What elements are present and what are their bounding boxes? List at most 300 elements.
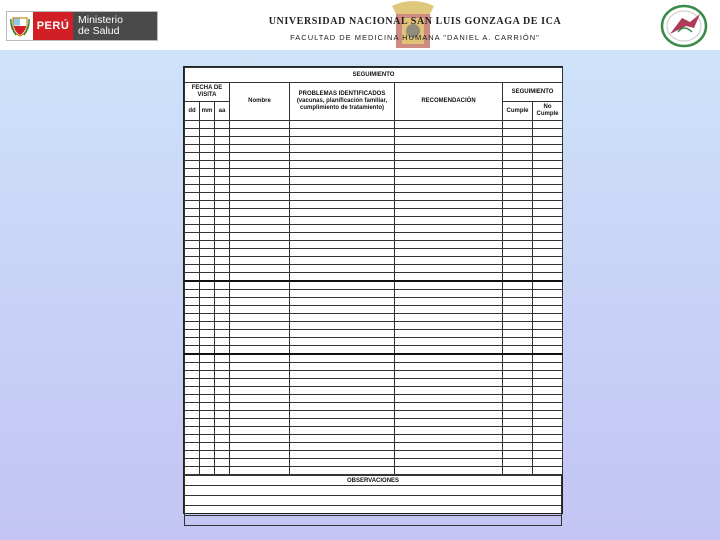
- table-cell[interactable]: [185, 411, 200, 419]
- table-cell[interactable]: [215, 371, 230, 379]
- table-cell[interactable]: [200, 459, 215, 467]
- table-cell[interactable]: [185, 379, 200, 387]
- table-cell[interactable]: [200, 193, 215, 201]
- table-cell[interactable]: [200, 427, 215, 435]
- table-cell[interactable]: [230, 121, 290, 129]
- table-cell[interactable]: [230, 241, 290, 249]
- table-cell[interactable]: [290, 233, 395, 241]
- table-cell[interactable]: [503, 193, 533, 201]
- table-cell[interactable]: [230, 451, 290, 459]
- table-cell[interactable]: [230, 387, 290, 395]
- table-cell[interactable]: [503, 443, 533, 451]
- table-cell[interactable]: [230, 411, 290, 419]
- table-cell[interactable]: [200, 467, 215, 475]
- table-cell[interactable]: [230, 153, 290, 161]
- table-cell[interactable]: [215, 306, 230, 314]
- table-cell[interactable]: [230, 265, 290, 273]
- table-cell[interactable]: [395, 298, 503, 306]
- table-cell[interactable]: [395, 314, 503, 322]
- table-cell[interactable]: [215, 233, 230, 241]
- table-cell[interactable]: [533, 209, 563, 217]
- table-cell[interactable]: [395, 257, 503, 265]
- table-cell[interactable]: [395, 322, 503, 330]
- table-cell[interactable]: [215, 265, 230, 273]
- table-cell[interactable]: [230, 354, 290, 363]
- table-cell[interactable]: [395, 265, 503, 273]
- table-cell[interactable]: [533, 346, 563, 355]
- table-cell[interactable]: [230, 379, 290, 387]
- table-cell[interactable]: [503, 371, 533, 379]
- table-cell[interactable]: [533, 435, 563, 443]
- table-cell[interactable]: [533, 363, 563, 371]
- table-cell[interactable]: [200, 371, 215, 379]
- table-cell[interactable]: [230, 314, 290, 322]
- table-cell[interactable]: [185, 403, 200, 411]
- table-cell[interactable]: [215, 177, 230, 185]
- table-cell[interactable]: [185, 137, 200, 145]
- table-cell[interactable]: [290, 257, 395, 265]
- table-cell[interactable]: [230, 427, 290, 435]
- table-cell[interactable]: [503, 177, 533, 185]
- table-cell[interactable]: [395, 346, 503, 355]
- table-cell[interactable]: [533, 265, 563, 273]
- table-cell[interactable]: [230, 459, 290, 467]
- table-cell[interactable]: [185, 467, 200, 475]
- table-cell[interactable]: [200, 322, 215, 330]
- table-cell[interactable]: [503, 395, 533, 403]
- table-cell[interactable]: [533, 330, 563, 338]
- table-cell[interactable]: [503, 306, 533, 314]
- table-cell[interactable]: [290, 161, 395, 169]
- table-cell[interactable]: [185, 201, 200, 209]
- table-cell[interactable]: [290, 363, 395, 371]
- table-cell[interactable]: [290, 395, 395, 403]
- table-cell[interactable]: [185, 395, 200, 403]
- table-cell[interactable]: [533, 129, 563, 137]
- table-cell[interactable]: [215, 225, 230, 233]
- table-cell[interactable]: [395, 233, 503, 241]
- table-cell[interactable]: [200, 306, 215, 314]
- table-cell[interactable]: [230, 257, 290, 265]
- table-cell[interactable]: [200, 346, 215, 355]
- table-cell[interactable]: [533, 379, 563, 387]
- table-cell[interactable]: [200, 281, 215, 290]
- table-cell[interactable]: [290, 354, 395, 363]
- table-cell[interactable]: [200, 419, 215, 427]
- table-cell[interactable]: [200, 379, 215, 387]
- table-cell[interactable]: [200, 354, 215, 363]
- table-cell[interactable]: [503, 354, 533, 363]
- table-cell[interactable]: [395, 273, 503, 282]
- table-cell[interactable]: [200, 249, 215, 257]
- table-cell[interactable]: [200, 153, 215, 161]
- table-cell[interactable]: [185, 249, 200, 257]
- table-cell[interactable]: [185, 435, 200, 443]
- table-cell[interactable]: [215, 314, 230, 322]
- table-cell[interactable]: [503, 387, 533, 395]
- table-cell[interactable]: [503, 322, 533, 330]
- table-cell[interactable]: [533, 217, 563, 225]
- table-cell[interactable]: [215, 193, 230, 201]
- table-cell[interactable]: [230, 467, 290, 475]
- table-cell[interactable]: [290, 273, 395, 282]
- table-cell[interactable]: [290, 281, 395, 290]
- table-cell[interactable]: [215, 346, 230, 355]
- table-cell[interactable]: [200, 185, 215, 193]
- table-cell[interactable]: [533, 443, 563, 451]
- table-cell[interactable]: [395, 435, 503, 443]
- table-cell[interactable]: [215, 443, 230, 451]
- table-cell[interactable]: [395, 209, 503, 217]
- table-cell[interactable]: [290, 322, 395, 330]
- table-cell[interactable]: [503, 290, 533, 298]
- table-cell[interactable]: [215, 435, 230, 443]
- table-cell[interactable]: [185, 273, 200, 282]
- table-cell[interactable]: [290, 290, 395, 298]
- table-cell[interactable]: [533, 281, 563, 290]
- table-cell[interactable]: [290, 314, 395, 322]
- table-cell[interactable]: [200, 290, 215, 298]
- table-cell[interactable]: [533, 121, 563, 129]
- table-cell[interactable]: [503, 217, 533, 225]
- table-cell[interactable]: [290, 217, 395, 225]
- table-cell[interactable]: [395, 193, 503, 201]
- table-cell[interactable]: [200, 217, 215, 225]
- table-cell[interactable]: [395, 338, 503, 346]
- table-cell[interactable]: [200, 314, 215, 322]
- table-cell[interactable]: [215, 121, 230, 129]
- table-cell[interactable]: [230, 346, 290, 355]
- table-cell[interactable]: [230, 201, 290, 209]
- table-cell[interactable]: [185, 298, 200, 306]
- table-cell[interactable]: [290, 330, 395, 338]
- table-cell[interactable]: [215, 137, 230, 145]
- table-cell[interactable]: [395, 379, 503, 387]
- table-cell[interactable]: [533, 371, 563, 379]
- table-cell[interactable]: [185, 121, 200, 129]
- table-cell[interactable]: [200, 177, 215, 185]
- table-cell[interactable]: [215, 257, 230, 265]
- table-cell[interactable]: [395, 459, 503, 467]
- table-cell[interactable]: [290, 145, 395, 153]
- table-cell[interactable]: [185, 129, 200, 137]
- table-cell[interactable]: [503, 161, 533, 169]
- table-cell[interactable]: [230, 371, 290, 379]
- table-cell[interactable]: [185, 451, 200, 459]
- table-cell[interactable]: [215, 145, 230, 153]
- table-cell[interactable]: [230, 129, 290, 137]
- table-cell[interactable]: [533, 306, 563, 314]
- table-cell[interactable]: [290, 467, 395, 475]
- table-cell[interactable]: [290, 193, 395, 201]
- table-cell[interactable]: [290, 427, 395, 435]
- table-cell[interactable]: [230, 403, 290, 411]
- table-cell[interactable]: [185, 314, 200, 322]
- table-cell[interactable]: [503, 403, 533, 411]
- table-cell[interactable]: [185, 330, 200, 338]
- table-cell[interactable]: [200, 201, 215, 209]
- table-cell[interactable]: [200, 233, 215, 241]
- table-cell[interactable]: [395, 330, 503, 338]
- table-cell[interactable]: [215, 169, 230, 177]
- table-cell[interactable]: [533, 338, 563, 346]
- table-cell[interactable]: [533, 427, 563, 435]
- table-cell[interactable]: [290, 137, 395, 145]
- table-cell[interactable]: [185, 371, 200, 379]
- table-cell[interactable]: [200, 330, 215, 338]
- table-cell[interactable]: [215, 241, 230, 249]
- observaciones-line[interactable]: [185, 516, 562, 526]
- table-cell[interactable]: [395, 419, 503, 427]
- table-cell[interactable]: [215, 419, 230, 427]
- table-cell[interactable]: [230, 161, 290, 169]
- table-cell[interactable]: [290, 265, 395, 273]
- observaciones-line[interactable]: [185, 486, 562, 496]
- table-cell[interactable]: [533, 387, 563, 395]
- observaciones-line[interactable]: [185, 496, 562, 506]
- table-cell[interactable]: [200, 265, 215, 273]
- table-cell[interactable]: [185, 145, 200, 153]
- table-cell[interactable]: [503, 298, 533, 306]
- table-cell[interactable]: [215, 379, 230, 387]
- table-cell[interactable]: [395, 137, 503, 145]
- table-cell[interactable]: [533, 169, 563, 177]
- table-cell[interactable]: [185, 177, 200, 185]
- table-cell[interactable]: [503, 459, 533, 467]
- table-cell[interactable]: [200, 241, 215, 249]
- table-cell[interactable]: [533, 314, 563, 322]
- table-cell[interactable]: [290, 443, 395, 451]
- table-cell[interactable]: [215, 387, 230, 395]
- table-cell[interactable]: [533, 249, 563, 257]
- table-cell[interactable]: [290, 169, 395, 177]
- table-cell[interactable]: [533, 411, 563, 419]
- table-cell[interactable]: [185, 338, 200, 346]
- table-cell[interactable]: [185, 217, 200, 225]
- table-cell[interactable]: [185, 241, 200, 249]
- table-cell[interactable]: [185, 161, 200, 169]
- table-cell[interactable]: [200, 363, 215, 371]
- table-cell[interactable]: [503, 209, 533, 217]
- table-cell[interactable]: [215, 338, 230, 346]
- table-cell[interactable]: [215, 281, 230, 290]
- table-cell[interactable]: [200, 137, 215, 145]
- table-cell[interactable]: [395, 169, 503, 177]
- table-cell[interactable]: [185, 363, 200, 371]
- table-cell[interactable]: [215, 467, 230, 475]
- table-cell[interactable]: [215, 451, 230, 459]
- table-cell[interactable]: [503, 346, 533, 355]
- table-cell[interactable]: [533, 145, 563, 153]
- table-cell[interactable]: [533, 137, 563, 145]
- table-cell[interactable]: [290, 225, 395, 233]
- table-cell[interactable]: [290, 419, 395, 427]
- table-cell[interactable]: [533, 467, 563, 475]
- table-cell[interactable]: [215, 363, 230, 371]
- table-cell[interactable]: [200, 411, 215, 419]
- table-cell[interactable]: [503, 241, 533, 249]
- table-cell[interactable]: [185, 306, 200, 314]
- table-cell[interactable]: [185, 257, 200, 265]
- table-cell[interactable]: [395, 411, 503, 419]
- table-cell[interactable]: [395, 161, 503, 169]
- table-cell[interactable]: [185, 209, 200, 217]
- table-cell[interactable]: [200, 435, 215, 443]
- table-cell[interactable]: [185, 443, 200, 451]
- table-cell[interactable]: [533, 225, 563, 233]
- table-cell[interactable]: [230, 217, 290, 225]
- table-cell[interactable]: [395, 281, 503, 290]
- table-cell[interactable]: [395, 363, 503, 371]
- table-cell[interactable]: [200, 298, 215, 306]
- table-cell[interactable]: [200, 451, 215, 459]
- table-cell[interactable]: [230, 233, 290, 241]
- table-cell[interactable]: [290, 459, 395, 467]
- table-cell[interactable]: [395, 177, 503, 185]
- table-cell[interactable]: [395, 290, 503, 298]
- table-cell[interactable]: [230, 281, 290, 290]
- table-cell[interactable]: [503, 314, 533, 322]
- table-cell[interactable]: [200, 209, 215, 217]
- table-cell[interactable]: [290, 403, 395, 411]
- table-cell[interactable]: [533, 241, 563, 249]
- table-cell[interactable]: [230, 322, 290, 330]
- table-cell[interactable]: [215, 330, 230, 338]
- table-cell[interactable]: [533, 419, 563, 427]
- table-cell[interactable]: [395, 427, 503, 435]
- table-cell[interactable]: [395, 306, 503, 314]
- table-cell[interactable]: [395, 217, 503, 225]
- table-cell[interactable]: [215, 411, 230, 419]
- table-cell[interactable]: [290, 338, 395, 346]
- table-cell[interactable]: [200, 169, 215, 177]
- table-cell[interactable]: [200, 129, 215, 137]
- table-cell[interactable]: [395, 241, 503, 249]
- table-cell[interactable]: [533, 161, 563, 169]
- table-cell[interactable]: [185, 387, 200, 395]
- table-cell[interactable]: [290, 435, 395, 443]
- table-cell[interactable]: [395, 225, 503, 233]
- table-cell[interactable]: [533, 233, 563, 241]
- table-cell[interactable]: [503, 467, 533, 475]
- table-cell[interactable]: [503, 379, 533, 387]
- table-cell[interactable]: [215, 322, 230, 330]
- table-cell[interactable]: [215, 459, 230, 467]
- table-cell[interactable]: [503, 419, 533, 427]
- table-cell[interactable]: [230, 363, 290, 371]
- table-cell[interactable]: [503, 411, 533, 419]
- table-cell[interactable]: [200, 161, 215, 169]
- table-cell[interactable]: [230, 137, 290, 145]
- table-cell[interactable]: [290, 451, 395, 459]
- table-cell[interactable]: [230, 145, 290, 153]
- table-cell[interactable]: [230, 443, 290, 451]
- table-cell[interactable]: [395, 467, 503, 475]
- table-cell[interactable]: [290, 298, 395, 306]
- table-cell[interactable]: [215, 354, 230, 363]
- table-cell[interactable]: [185, 193, 200, 201]
- table-cell[interactable]: [215, 298, 230, 306]
- table-cell[interactable]: [503, 281, 533, 290]
- table-cell[interactable]: [290, 387, 395, 395]
- table-cell[interactable]: [503, 265, 533, 273]
- table-cell[interactable]: [230, 435, 290, 443]
- table-cell[interactable]: [290, 249, 395, 257]
- table-cell[interactable]: [290, 177, 395, 185]
- table-cell[interactable]: [503, 137, 533, 145]
- table-cell[interactable]: [200, 273, 215, 282]
- table-cell[interactable]: [533, 290, 563, 298]
- table-cell[interactable]: [230, 298, 290, 306]
- table-cell[interactable]: [503, 225, 533, 233]
- table-cell[interactable]: [503, 201, 533, 209]
- table-cell[interactable]: [215, 395, 230, 403]
- table-cell[interactable]: [185, 354, 200, 363]
- table-cell[interactable]: [503, 145, 533, 153]
- table-cell[interactable]: [185, 322, 200, 330]
- table-cell[interactable]: [215, 403, 230, 411]
- table-cell[interactable]: [230, 177, 290, 185]
- table-cell[interactable]: [290, 185, 395, 193]
- table-cell[interactable]: [503, 185, 533, 193]
- table-cell[interactable]: [395, 443, 503, 451]
- table-cell[interactable]: [185, 265, 200, 273]
- table-cell[interactable]: [503, 249, 533, 257]
- table-cell[interactable]: [290, 371, 395, 379]
- table-cell[interactable]: [215, 273, 230, 282]
- table-cell[interactable]: [533, 395, 563, 403]
- observaciones-line[interactable]: [185, 506, 562, 516]
- table-cell[interactable]: [395, 153, 503, 161]
- table-cell[interactable]: [395, 145, 503, 153]
- table-cell[interactable]: [533, 354, 563, 363]
- table-cell[interactable]: [290, 209, 395, 217]
- table-cell[interactable]: [230, 330, 290, 338]
- table-cell[interactable]: [395, 395, 503, 403]
- table-cell[interactable]: [395, 403, 503, 411]
- table-cell[interactable]: [290, 201, 395, 209]
- table-cell[interactable]: [533, 153, 563, 161]
- table-cell[interactable]: [185, 290, 200, 298]
- table-cell[interactable]: [533, 298, 563, 306]
- table-cell[interactable]: [533, 273, 563, 282]
- table-cell[interactable]: [290, 153, 395, 161]
- table-cell[interactable]: [200, 395, 215, 403]
- table-cell[interactable]: [533, 451, 563, 459]
- table-cell[interactable]: [533, 459, 563, 467]
- table-cell[interactable]: [395, 371, 503, 379]
- table-cell[interactable]: [215, 153, 230, 161]
- table-cell[interactable]: [290, 379, 395, 387]
- table-cell[interactable]: [230, 419, 290, 427]
- table-cell[interactable]: [503, 330, 533, 338]
- table-cell[interactable]: [230, 306, 290, 314]
- table-cell[interactable]: [185, 169, 200, 177]
- table-cell[interactable]: [533, 403, 563, 411]
- table-cell[interactable]: [200, 387, 215, 395]
- table-cell[interactable]: [503, 129, 533, 137]
- table-cell[interactable]: [215, 249, 230, 257]
- table-cell[interactable]: [215, 209, 230, 217]
- table-cell[interactable]: [230, 290, 290, 298]
- table-cell[interactable]: [503, 451, 533, 459]
- table-cell[interactable]: [503, 257, 533, 265]
- table-cell[interactable]: [185, 153, 200, 161]
- table-cell[interactable]: [185, 225, 200, 233]
- table-cell[interactable]: [503, 233, 533, 241]
- table-cell[interactable]: [200, 121, 215, 129]
- table-cell[interactable]: [395, 354, 503, 363]
